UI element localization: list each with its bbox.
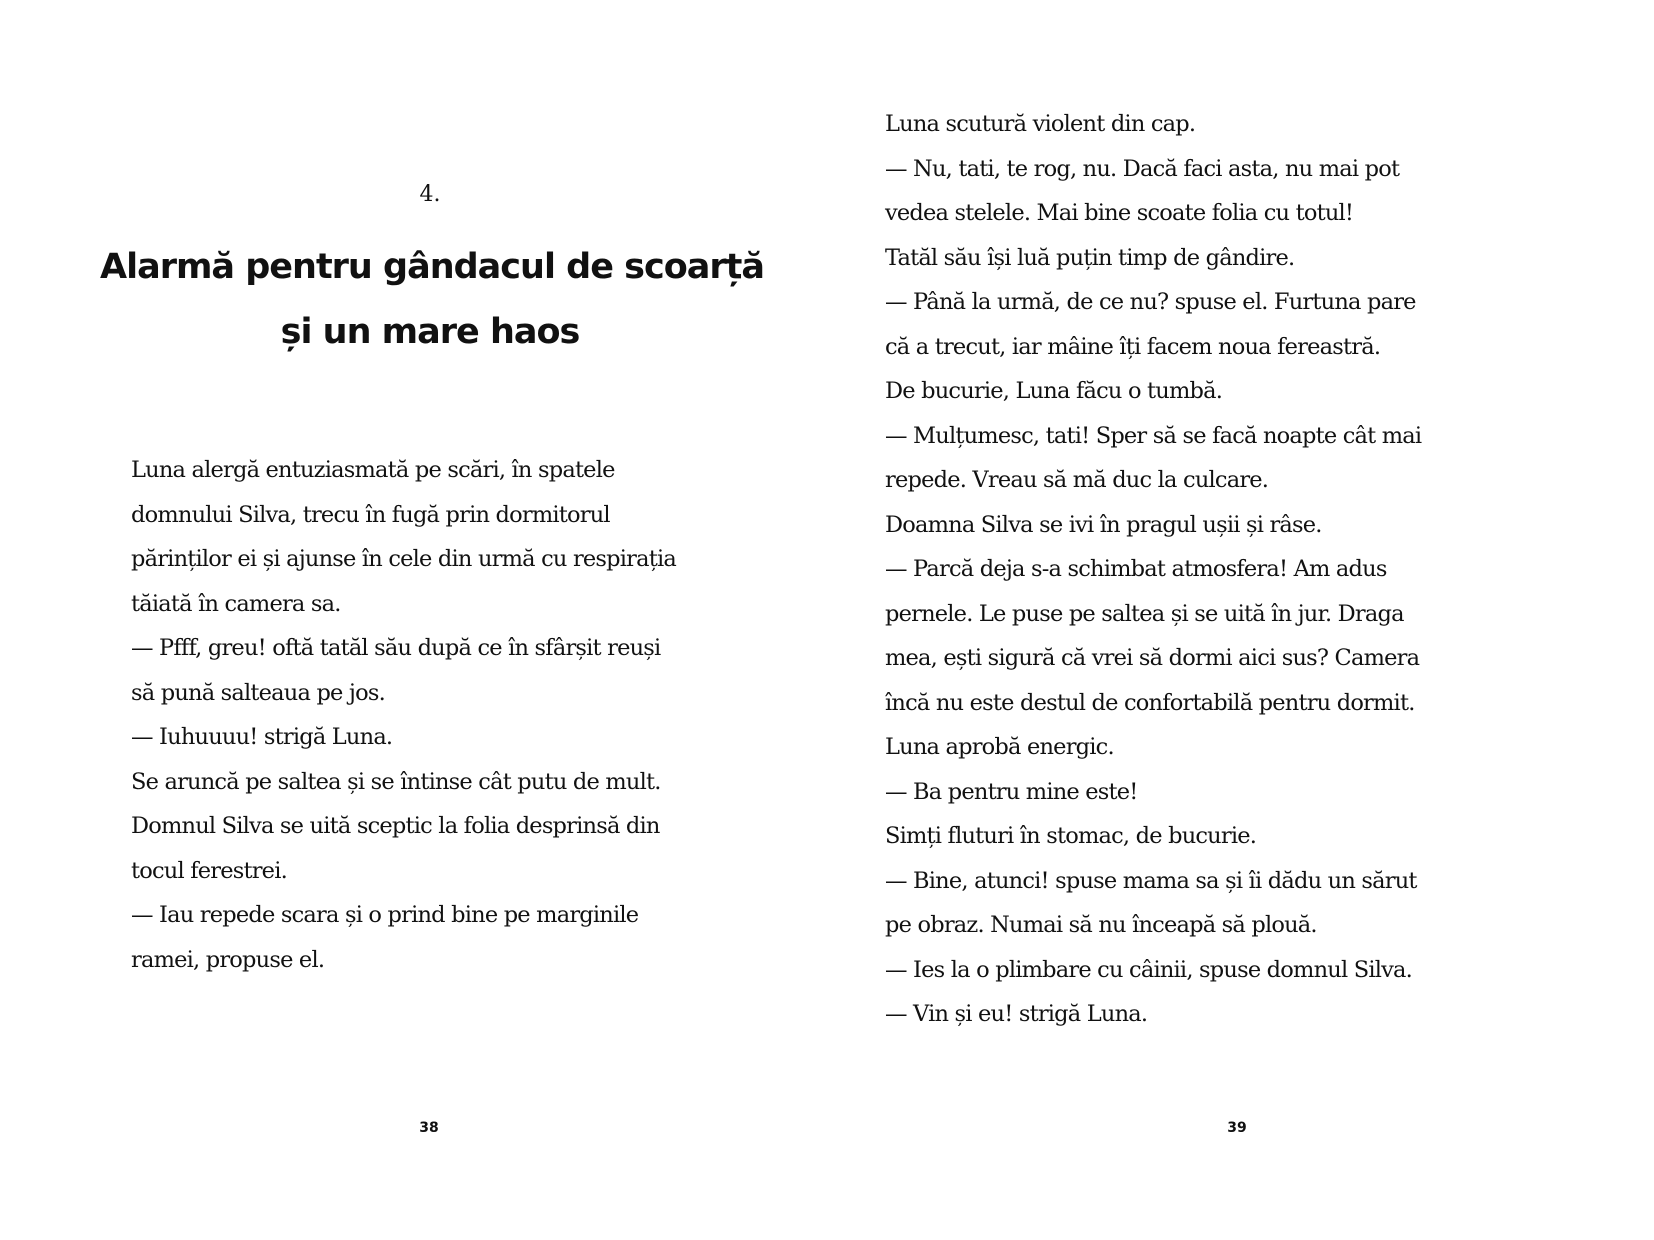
right-page bbox=[827, 0, 1654, 1240]
text-line: — Ba pentru mine este! bbox=[885, 778, 1138, 805]
text-line: Luna aprobă energic. bbox=[885, 734, 1114, 760]
text-line: Simți fluturi în stomac, de bucurie. bbox=[885, 823, 1257, 849]
text-line: — Pfff, greu! oftă tatăl său după ce în sfârșit reuși bbox=[131, 635, 661, 661]
text-line: pernele. Le puse pe saltea și se uită în jur. Draga bbox=[885, 600, 1404, 627]
chapter-title-line: și un mare haos bbox=[280, 312, 580, 352]
text-line: — Nu, tati, te rog, nu. Dacă faci asta, nu mai pot bbox=[885, 155, 1400, 182]
text-line: De bucurie, Luna făcu o tumbă. bbox=[885, 378, 1223, 404]
page-number: 38 bbox=[419, 1120, 439, 1136]
text-line: repede. Vreau să mă duc la culcare. bbox=[885, 467, 1269, 493]
text-line: că a trecut, iar mâine îți facem noua fereastră. bbox=[885, 333, 1381, 360]
text-line: — Iuhuuuu! strigă Luna. bbox=[131, 724, 393, 750]
chapter-title bbox=[100, 235, 764, 365]
text-line: părinților ei și ajunse în cele din urmă cu respirația bbox=[131, 546, 676, 572]
text-line: — Până la urmă, de ce nu? spuse el. Furtuna pare bbox=[885, 289, 1416, 315]
chapter-title-line: Alarmă pentru gândacul de scoarță bbox=[100, 247, 764, 287]
text-line: ramei, propuse el. bbox=[131, 946, 325, 973]
text-line: vedea stelele. Mai bine scoate folia cu totul! bbox=[885, 200, 1354, 226]
text-line: Luna alergă entuziasmată pe scări, în spatele bbox=[131, 457, 615, 483]
chapter-number: 4. bbox=[419, 182, 441, 207]
text-line: Luna scutură violent din cap. bbox=[885, 111, 1196, 137]
text-line: Se aruncă pe saltea și se întinse cât putu de mult. bbox=[131, 768, 661, 795]
left-page-body-text bbox=[131, 448, 676, 982]
text-line: să pună salteaua pe jos. bbox=[131, 679, 385, 706]
text-line: domnului Silva, trecu în fugă prin dormitorul bbox=[131, 501, 610, 528]
text-line: pe obraz. Numai să nu înceapă să plouă. bbox=[885, 912, 1317, 938]
text-line: Tatăl său își luă puțin timp de gândire. bbox=[885, 244, 1295, 271]
page-number: 39 bbox=[1227, 1120, 1247, 1136]
text-line: mea, ești sigură că vrei să dormi aici sus? Camera bbox=[885, 645, 1420, 671]
text-line: — Iau repede scara și o prind bine pe marginile bbox=[131, 902, 639, 928]
text-line: — Mulțumesc, tati! Sper să se facă noapte cât mai bbox=[885, 422, 1422, 449]
text-line: tocul ferestrei. bbox=[131, 857, 287, 884]
text-line: — Parcă deja s-a schimbat atmosfera! Am adus bbox=[885, 556, 1387, 582]
text-line: încă nu este destul de confortabilă pentru dormit. bbox=[885, 689, 1415, 716]
right-page-body-text bbox=[885, 102, 1421, 1037]
text-line: — Bine, atunci! spuse mama sa și îi dădu un sărut bbox=[885, 867, 1417, 894]
text-line: — Vin și eu! strigă Luna. bbox=[885, 1001, 1148, 1027]
text-line: tăiată în camera sa. bbox=[131, 590, 341, 617]
text-line: Domnul Silva se uită sceptic la folia desprinsă din bbox=[131, 813, 660, 839]
text-line: — Ies la o plimbare cu câinii, spuse domnul Silva. bbox=[885, 956, 1412, 983]
text-line: Doamna Silva se ivi în pragul ușii și râse. bbox=[885, 511, 1322, 538]
